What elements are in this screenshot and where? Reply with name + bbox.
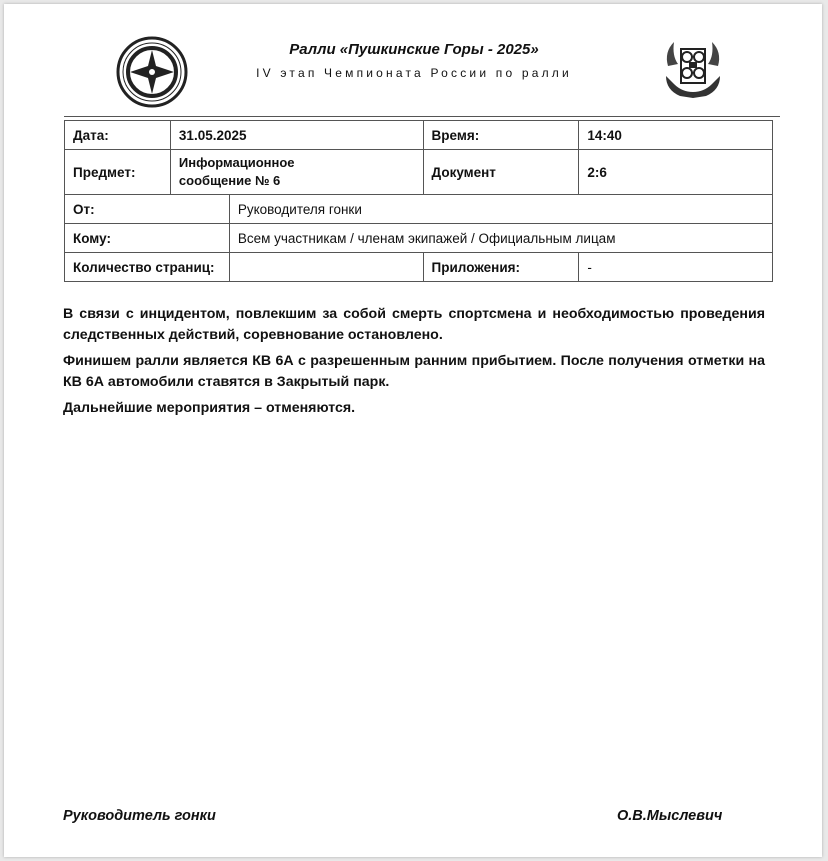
to-value: Всем участникам / членам экипажей / Официальным лицам <box>229 224 772 253</box>
subject-value <box>170 150 423 195</box>
message-body <box>63 304 765 424</box>
time-value: 14:40 <box>579 121 773 150</box>
time-label: Время: <box>423 121 579 150</box>
from-label: От: <box>65 195 230 224</box>
paragraph-2: Финишем ралли является КВ 6А с разрешенным ранним прибытием. После получения отметки на КВ 6А автомобили ставятся в Закрытый парк. <box>63 353 765 390</box>
rally-wheel-logo <box>116 36 188 108</box>
signature-name: О.В.Мыслевич <box>617 808 723 824</box>
pages-label: Количество страниц: <box>65 253 230 282</box>
championship-subtitle: IV этап Чемпионата России по ралли <box>256 66 572 80</box>
paragraph-1: В связи с инцидентом, повлекшим за собой смерть спортсмена и необходимостью проведения следственных действий, соревнование остановлено. <box>63 306 765 343</box>
paragraph-3: Дальнейшие мероприятия – отменяются. <box>63 400 356 416</box>
table-row-date <box>65 121 773 150</box>
document-value: 2:6 <box>579 150 773 195</box>
document-label: Документ <box>423 150 579 195</box>
date-value: 31.05.2025 <box>170 121 423 150</box>
table-row-to <box>65 224 773 253</box>
attachments-label: Приложения: <box>423 253 579 282</box>
table-row-from <box>65 195 773 224</box>
pages-value <box>229 253 423 282</box>
from-value: Руководителя гонки <box>229 195 772 224</box>
subject-value-line2: сообщение № 6 <box>178 173 281 188</box>
to-label: Кому: <box>65 224 230 253</box>
table-row-pages <box>65 253 773 282</box>
federation-logo <box>660 36 726 102</box>
subject-value-line1: Информационное <box>178 155 295 170</box>
info-table <box>64 120 773 282</box>
subject-label: Предмет: <box>65 150 171 195</box>
date-label: Дата: <box>65 121 171 150</box>
rally-title: Ралли «Пушкинские Горы - 2025» <box>289 41 539 58</box>
attachments-value: - <box>579 253 773 282</box>
header-divider <box>64 116 780 117</box>
table-row-subject <box>65 150 773 195</box>
signature-role: Руководитель гонки <box>63 808 216 824</box>
